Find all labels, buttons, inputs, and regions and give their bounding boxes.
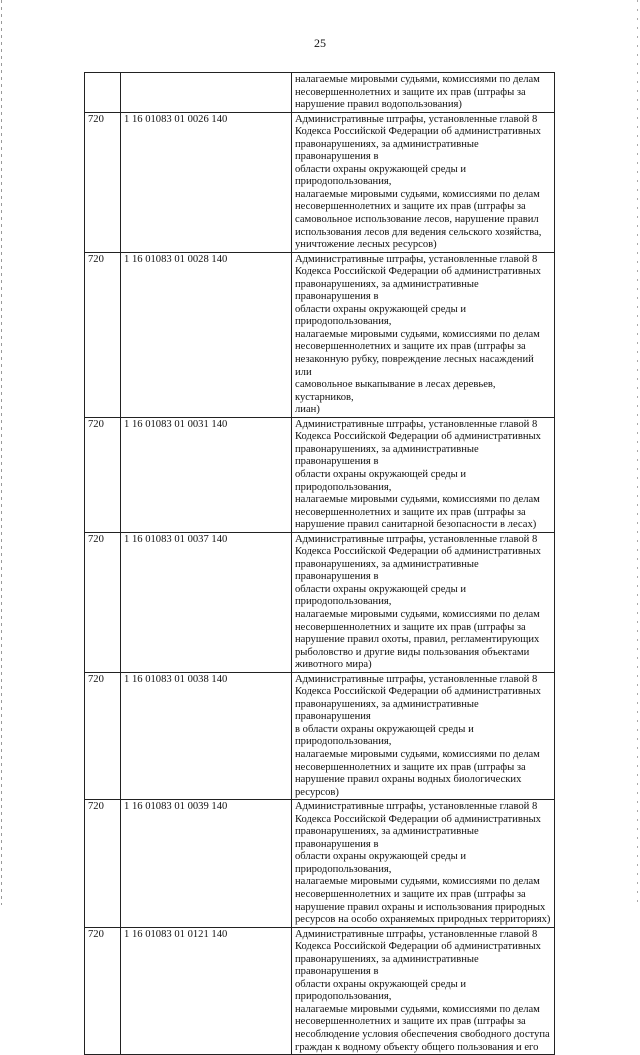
revenue-name-cell: Административные штрафы, установленные главой 8 Кодекса Российской Федерации об административных правонарушениях, за административные правонарушения в области охраны окружающей среды и природопользования, налагаемые мировыми судьями, комиссиями по делам несовершеннолетних и защите их прав (штрафы за нарушение правил санитарной безопасности в лесах) (292, 417, 555, 532)
revenue-name-cell: Административные штрафы, установленные главой 8 Кодекса Российской Федерации об административных правонарушениях, за административные правонарушения в области охраны окружающей среды и природопользования, налагаемые мировыми судьями, комиссиями по делам несовершеннолетних и защите их прав (штрафы за незаконную рубку, повреждение лесных насаждений или самовольное выкапывание в лесах деревьев, кустарников, лиан) (292, 252, 555, 417)
admin-code-cell: 720 (85, 112, 121, 252)
admin-code-cell: 720 (85, 927, 121, 1054)
budget-codes-table (84, 72, 555, 1055)
revenue-name-cell: Административные штрафы, установленные главой 8 Кодекса Российской Федерации об административных правонарушениях, за административные правонарушения в области охраны окружающей среды и природопользования, налагаемые мировыми судьями, комиссиями по делам несовершеннолетних и защите их прав (штрафы за нарушение правил охраны водных биологических ресурсов) (292, 672, 555, 799)
revenue-name-cell: Административные штрафы, установленные главой 8 Кодекса Российской Федерации об административных правонарушениях, за административные правонарушения в области охраны окружающей среды и природопользования, налагаемые мировыми судьями, комиссиями по делам несовершеннолетних и защите их прав (штрафы за нарушение правил охраны и использования природных ресурсов на особо охраняемых природных территориях) (292, 800, 555, 927)
table-row (85, 417, 555, 532)
revenue-name-cell: налагаемые мировыми судьями, комиссиями по делам несовершеннолетних и защите их прав (штрафы за нарушение правил водопользования) (292, 73, 555, 113)
revenue-code-cell: 1 16 01083 01 0031 140 (121, 417, 292, 532)
revenue-code-cell: 1 16 01083 01 0121 140 (121, 927, 292, 1054)
admin-code-cell: 720 (85, 800, 121, 927)
revenue-code-cell: 1 16 01083 01 0039 140 (121, 800, 292, 927)
revenue-code-cell (121, 73, 292, 113)
revenue-name-cell: Административные штрафы, установленные главой 8 Кодекса Российской Федерации об административных правонарушениях, за административные правонарушения в области охраны окружающей среды и природопользования, налагаемые мировыми судьями, комиссиями по делам несовершеннолетних и защите их прав (штрафы за нарушение правил охоты, правил, регламентирующих рыболовство и другие виды пользования объектами животного мира) (292, 532, 555, 672)
table-row (85, 672, 555, 799)
scan-edge-left (1, 0, 2, 905)
revenue-code-cell: 1 16 01083 01 0028 140 (121, 252, 292, 417)
page-number: 25 (314, 36, 326, 50)
admin-code-cell: 720 (85, 532, 121, 672)
revenue-code-cell: 1 16 01083 01 0026 140 (121, 112, 292, 252)
admin-code-cell (85, 73, 121, 113)
table-row (85, 532, 555, 672)
revenue-name-cell: Административные штрафы, установленные главой 8 Кодекса Российской Федерации об административных правонарушениях, за административные правонарушения в области охраны окружающей среды и природопользования, налагаемые мировыми судьями, комиссиями по делам несовершеннолетних и защите их прав (штрафы за несоблюдение условия обеспечения свободного доступа граждан к водному объекту общего пользования и его (292, 927, 555, 1054)
table-row (85, 800, 555, 927)
revenue-name-cell: Административные штрафы, установленные главой 8 Кодекса Российской Федерации об административных правонарушениях, за административные правонарушения в области охраны окружающей среды и природопользования, налагаемые мировыми судьями, комиссиями по делам несовершеннолетних и защите их прав (штрафы за самовольное использование лесов, нарушение правил использования лесов для ведения сельского хозяйства, уничтожение лесных ресурсов) (292, 112, 555, 252)
table-row (85, 927, 555, 1054)
admin-code-cell: 720 (85, 672, 121, 799)
table-row (85, 252, 555, 417)
scan-edge-right (637, 0, 638, 905)
table-row (85, 112, 555, 252)
revenue-code-cell: 1 16 01083 01 0037 140 (121, 532, 292, 672)
admin-code-cell: 720 (85, 417, 121, 532)
table-row (85, 73, 555, 113)
admin-code-cell: 720 (85, 252, 121, 417)
revenue-code-cell: 1 16 01083 01 0038 140 (121, 672, 292, 799)
